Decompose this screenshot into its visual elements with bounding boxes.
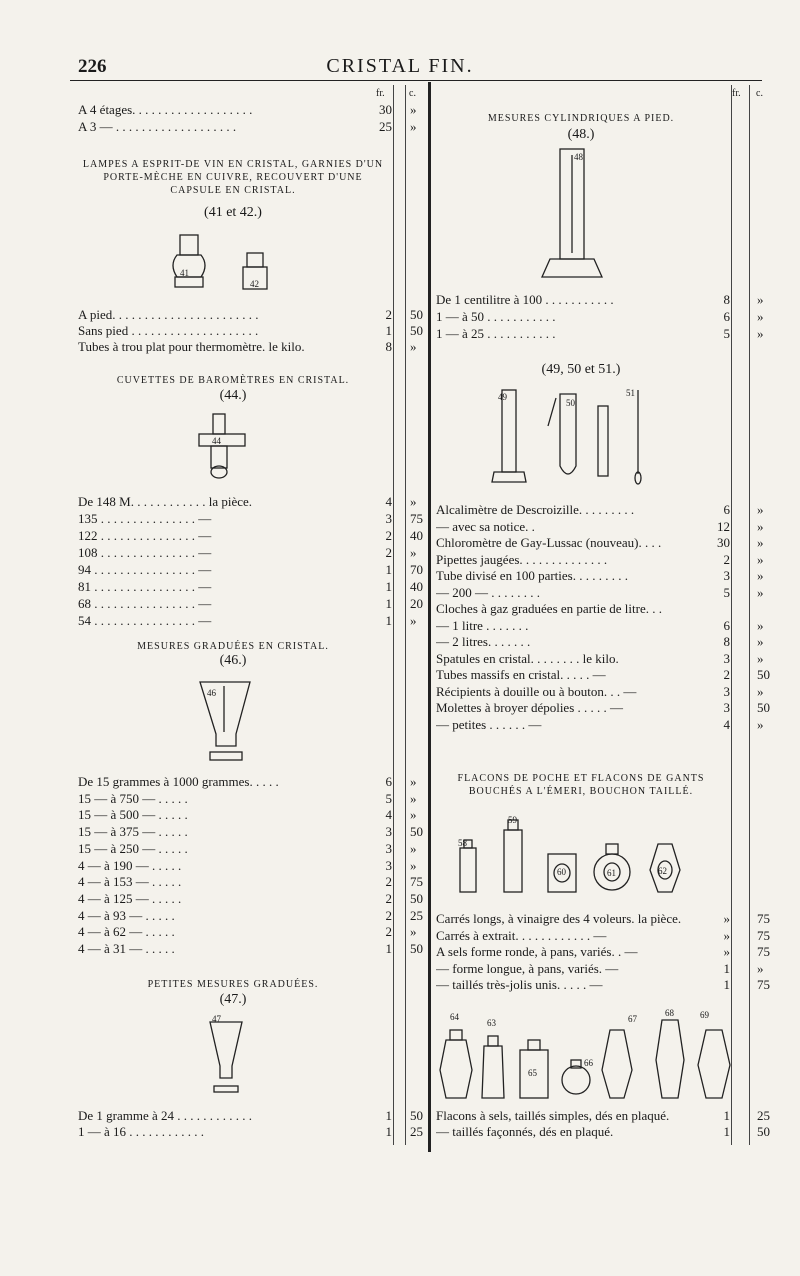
left-unit-c: c. [409,88,416,99]
item-label: A 3 — . . . . . . . . . . . . . . . . . . . [78,119,237,134]
item-label: 1 — à 25 . . . . . . . . . . . [436,326,556,341]
item-label: — taillés très-jolis unis. . . . . — [436,977,603,992]
price-centimes: » [410,494,417,509]
price-francs: 6 [723,309,730,324]
price-francs: 1 [385,562,392,577]
price-francs: 8 [723,292,730,307]
item-label: 122 . . . . . . . . . . . . . . . — [78,528,212,543]
item-label: 15 — à 250 — . . . . . [78,840,188,856]
price-row [0,824,800,840]
price-centimes: 75 [757,977,770,992]
price-centimes: 50 [757,1124,770,1139]
price-row [0,585,800,601]
item-label: — avec sa notice. . [436,518,535,534]
price-row [0,601,800,617]
price-centimes: 50 [757,667,770,682]
price-row [0,667,800,683]
price-centimes: » [757,551,764,567]
item-label: De 1 centilitre à 100 . . . . . . . . . . . [436,292,614,307]
price-centimes: » [410,774,417,789]
price-francs: 4 [723,716,730,732]
price-francs: 5 [723,584,730,600]
item-label: Molettes à broyer dépolies . . . . . — [436,700,624,715]
item-label: 4 — à 153 — . . . . . [78,874,182,890]
price-centimes: » [757,960,764,976]
item-label: A 4 étages. . . . . . . . . . . . . . . . . . . [78,102,253,117]
cuvette-illustration [195,410,255,480]
price-centimes: » [410,339,417,354]
item-label: 1 — à 16 . . . . . . . . . . . . [78,1124,205,1139]
price-row [0,618,800,634]
right-unit-c: c. [756,88,763,99]
petites-fig-ref: (47.) [219,992,247,1007]
price-centimes: 50 [410,941,423,956]
price-centimes: » [757,518,764,534]
item-label: Carrés à extrait. . . . . . . . . . . . — [436,927,607,943]
petites-heading: PETITES MESURES GRADUÉES. [147,979,319,990]
left-unit-fr: fr. [376,88,385,99]
price-centimes: » [757,716,764,732]
item-label: — petites . . . . . . — [436,716,542,732]
price-francs: 5 [385,790,392,806]
item-label: 94 . . . . . . . . . . . . . . . . — [78,562,212,577]
cuvette-fig-44: 44 [212,436,221,446]
price-francs: 8 [385,339,392,354]
price-francs: 3 [385,840,392,856]
price-row [0,774,800,790]
item-label: Spatules en cristal. . . . . . . . le kilo. [436,650,619,666]
price-row [0,292,800,308]
price-centimes: » [410,790,417,806]
cuvettes-fig-ref: (44.) [219,388,247,403]
price-row [0,535,800,551]
price-francs: 2 [385,545,392,560]
price-francs: » [723,944,730,959]
price-francs: 2 [723,551,730,567]
price-francs: 3 [385,857,392,873]
item-label: Flacons à sels, taillés simples, dés en plaqué. [436,1108,670,1123]
price-row [0,700,800,716]
price-centimes: » [757,650,764,666]
price-row [0,928,800,944]
price-francs: 5 [723,326,730,341]
price-francs: 1 [385,613,392,628]
price-francs: 2 [385,907,392,923]
price-centimes: 75 [410,511,423,526]
price-row [0,519,800,535]
alc-fig-49: 49 [498,392,507,402]
lampe-fig-41: 41 [180,268,189,278]
price-row [0,309,800,325]
price-centimes: » [410,807,417,823]
price-row [0,326,800,342]
price-row [0,858,800,874]
page-number: 226 [78,56,107,77]
price-francs: 8 [723,634,730,649]
flacon-fig-62: 62 [658,866,667,876]
price-row [0,961,800,977]
cyl-illustration [540,145,610,285]
alc-fig-ref: (49, 50 et 51.) [541,362,621,377]
alc-fig-50: 50 [566,398,575,408]
price-francs: 1 [723,960,730,976]
price-row [0,102,800,118]
price-francs: 1 [385,941,392,956]
item-label: 4 — à 125 — . . . . . [78,890,182,906]
price-centimes: 50 [757,700,770,715]
petite-mesure-illustration [206,1016,246,1101]
price-centimes: 75 [757,911,770,926]
price-francs: 12 [717,518,730,534]
price-francs: 3 [723,683,730,699]
price-centimes: » [410,102,417,117]
price-francs: 1 [723,1108,730,1123]
flacon-fig-58: 58 [458,838,467,848]
page-title: CRISTAL FIN. [326,55,474,77]
flacons-heading: FLACONS DE POCHE ET FLACONS DE GANTS BOUCHÉS A L'ÉMERI, BOUCHON TAILLÉ. [457,773,705,797]
item-label: — 200 — . . . . . . . . [436,584,540,600]
price-centimes: » [757,535,764,550]
price-francs: 1 [385,596,392,611]
petite-fig-47: 47 [212,1014,221,1024]
cyl-fig-48: 48 [574,152,583,162]
price-centimes: » [410,119,417,134]
price-francs: » [723,911,730,926]
sels-fig-68: 68 [665,1008,674,1018]
item-label: 4 — à 190 — . . . . . [78,857,182,873]
price-francs: 3 [385,511,392,526]
item-label: A pied. . . . . . . . . . . . . . . . . . . . . . . [78,307,259,322]
item-label: Tube divisé en 100 parties. . . . . . . . . [436,568,628,583]
price-francs: 30 [379,102,392,117]
alc-illustrations [492,386,662,491]
price-row [0,977,800,993]
price-centimes: » [410,924,417,940]
item-label: 4 — à 62 — . . . . . [78,924,175,940]
item-label: Sans pied . . . . . . . . . . . . . . . . . . . . [78,323,259,338]
price-francs: 2 [723,667,730,682]
item-label: Cloches à gaz graduées en partie de litre. . . [436,601,662,616]
item-label: De 148 M. . . . . . . . . . . . la pièce. [78,494,253,509]
header-rule [70,80,762,81]
price-francs: 3 [385,824,392,840]
price-francs: 3 [723,568,730,583]
price-centimes: 50 [410,323,423,338]
price-row [0,568,800,584]
price-centimes: 20 [410,596,423,611]
right-unit-fr: fr. [732,88,741,99]
price-centimes: 25 [410,1124,423,1139]
price-francs: 1 [723,1124,730,1139]
item-label: — taillés façonnés, dés en plaqué. [436,1124,614,1139]
price-centimes: 50 [410,890,423,906]
mesures-heading: MESURES GRADUÉES EN CRISTAL. [137,641,329,652]
price-row [0,684,800,700]
price-row [0,807,800,823]
item-label: 81 . . . . . . . . . . . . . . . . — [78,579,212,594]
lampe-fig-42: 42 [250,279,259,289]
item-label: 135 . . . . . . . . . . . . . . . — [78,511,212,526]
price-centimes: 25 [757,1108,770,1123]
price-francs: 1 [385,1108,392,1123]
price-centimes: » [757,683,764,699]
flacon-fig-60: 60 [557,867,566,877]
item-label: 4 — à 31 — . . . . . [78,941,175,956]
item-label: 54 . . . . . . . . . . . . . . . . — [78,613,212,628]
price-francs: 1 [385,1124,392,1139]
mesures-fig-ref: (46.) [219,653,247,668]
price-row [0,651,800,667]
price-francs: 2 [385,528,392,543]
cyl-fig-ref: (48.) [567,127,595,142]
price-row [0,911,800,927]
sels-fig-64: 64 [450,1012,459,1022]
item-label: 4 — à 93 — . . . . . [78,907,175,923]
item-label: 68 . . . . . . . . . . . . . . . . — [78,596,212,611]
sels-fig-63: 63 [487,1018,496,1028]
price-row [0,552,800,568]
cuvettes-heading: CUVETTES DE BAROMÈTRES EN CRISTAL. [116,375,350,386]
alc-fig-51: 51 [626,388,635,398]
price-row [0,502,800,518]
price-francs: 30 [717,535,730,550]
item-label: — 1 litre . . . . . . . [436,617,529,633]
price-centimes: 50 [410,1108,423,1123]
price-francs: 3 [723,700,730,715]
item-label: 15 — à 375 — . . . . . [78,824,188,840]
flacon-fig-59: 59 [508,815,517,825]
item-label: — 2 litres. . . . . . . [436,634,531,649]
price-francs: 2 [385,890,392,906]
price-centimes: » [757,309,764,324]
price-centimes: » [410,545,417,560]
price-francs: 1 [385,323,392,338]
item-label: 15 — à 750 — . . . . . [78,790,188,806]
sels-fig-66: 66 [584,1058,593,1068]
price-francs: 6 [723,502,730,517]
price-centimes: 70 [410,562,423,577]
price-row [0,1108,800,1124]
price-centimes: 40 [410,579,423,594]
price-francs: 1 [385,579,392,594]
item-label: Alcalimètre de Descroizille. . . . . . . . . [436,502,635,517]
price-francs: 4 [385,807,392,823]
item-label: A sels forme ronde, à pans, variés. . — [436,944,638,959]
item-label: 108 . . . . . . . . . . . . . . . — [78,545,212,560]
price-centimes: » [757,502,764,517]
price-row [0,1124,800,1140]
price-francs: 6 [723,617,730,633]
item-label: Chloromètre de Gay-Lussac (nouveau). . . . [436,535,662,550]
lampes-fig-ref: (41 et 42.) [204,205,262,220]
sels-illustrations [438,1010,738,1100]
price-centimes: » [757,326,764,341]
price-row [0,717,800,733]
price-row [0,874,800,890]
price-centimes: 50 [410,307,423,322]
price-centimes: » [410,840,417,856]
flacon-fig-61: 61 [607,868,616,878]
lampes-heading: LAMPES A ESPRIT-DE VIN EN CRISTAL, GARNIES D'UN PORTE-MÈCHE EN CUIVRE, RECOUVERT D'UNE CAPSULE EN CRISTAL. [82,159,384,196]
price-francs: 4 [385,494,392,509]
price-francs: 25 [379,119,392,134]
price-row [0,944,800,960]
cyl-heading: MESURES CYLINDRIQUES A PIED. [487,113,675,124]
price-centimes: » [757,584,764,600]
price-centimes: 75 [757,944,770,959]
sels-fig-67: 67 [628,1014,637,1024]
sels-fig-69: 69 [700,1010,709,1020]
price-centimes: 75 [757,927,770,943]
mesure-fig-46: 46 [207,688,216,698]
price-centimes: » [757,568,764,583]
price-centimes: 40 [410,528,423,543]
price-row [0,119,800,135]
item-label: De 1 gramme à 24 . . . . . . . . . . . . [78,1108,253,1123]
price-centimes: 50 [410,824,423,840]
price-francs: » [723,927,730,943]
price-centimes: » [410,857,417,873]
price-row [0,841,800,857]
price-row [0,791,800,807]
price-row [0,891,800,907]
item-label: — forme longue, à pans, variés. — [436,960,619,976]
lampe-illustration [165,225,285,300]
price-francs: 2 [385,874,392,890]
item-label: Tubes massifs en cristal. . . . . — [436,667,606,682]
price-centimes: » [757,292,764,307]
price-centimes: » [410,613,417,628]
price-centimes: » [757,617,764,633]
sels-fig-65: 65 [528,1068,537,1078]
price-centimes: 75 [410,874,423,890]
price-centimes: 25 [410,907,423,923]
item-label: Tubes à trou plat pour thermomètre. le kilo. [78,339,305,354]
price-francs: 3 [723,650,730,666]
item-label: Pipettes jaugées. . . . . . . . . . . . . . [436,551,608,567]
item-label: Carrés longs, à vinaigre des 4 voleurs. la pièce. [436,911,682,926]
item-label: De 15 grammes à 1000 grammes. . . . . [78,774,279,789]
price-francs: 2 [385,307,392,322]
item-label: Récipients à douille ou à bouton. . . — [436,683,637,699]
price-francs: 6 [385,774,392,789]
item-label: 15 — à 500 — . . . . . [78,807,188,823]
price-row [0,634,800,650]
price-centimes: » [757,634,764,649]
price-francs: 2 [385,924,392,940]
price-francs: 1 [723,977,730,992]
item-label: 1 — à 50 . . . . . . . . . . . [436,309,556,324]
